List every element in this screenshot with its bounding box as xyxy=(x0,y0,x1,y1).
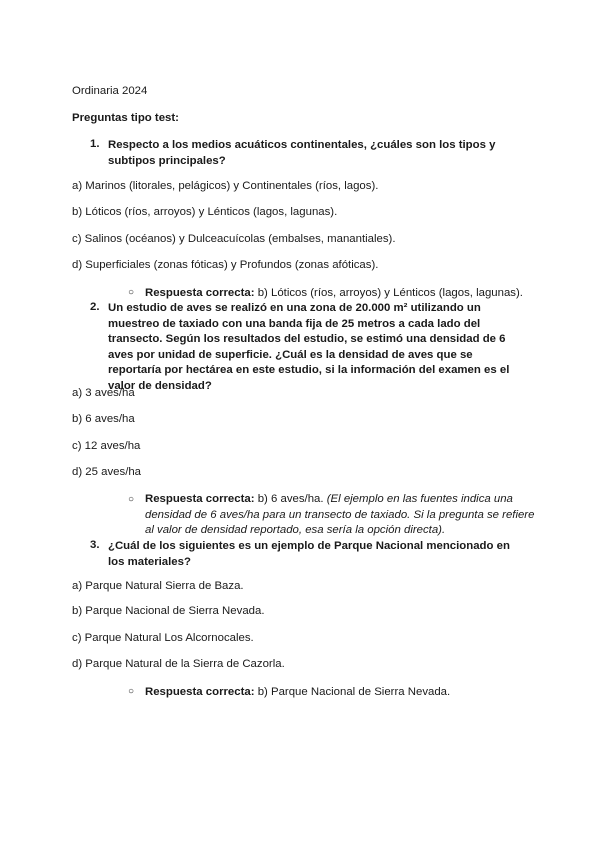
question-number: 3. xyxy=(90,539,100,551)
hollow-bullet-icon: ○ xyxy=(128,686,135,697)
answer-label: Respuesta correcta: xyxy=(145,493,255,505)
option-b: b) 6 aves/ha xyxy=(72,413,135,425)
answer-note: (El ejemplo en las fuentes indica una densidad de 6 aves/ha para un transecto de taxiado. Si la pregunta se refiere al valor de densidad reportado, esa sería la opción directa). xyxy=(145,493,535,536)
hollow-bullet-icon: ○ xyxy=(128,494,135,505)
correct-answer xyxy=(145,492,535,539)
option-d: d) 25 aves/ha xyxy=(72,466,142,478)
answer-text: b) Parque Nacional de Sierra Nevada. xyxy=(257,686,451,698)
option-c: c) Salinos (océanos) y Dulceacuícolas (embalses, manantiales). xyxy=(72,233,396,245)
answer-text: b) Lóticos (ríos, arroyos) y Lénticos (lagos, lagunas). xyxy=(257,287,523,299)
option-d: d) Superficiales (zonas fóticas) y Profundos (zonas afóticas). xyxy=(72,259,379,271)
answer-label: Respuesta correcta: xyxy=(145,686,255,698)
option-b: b) Parque Nacional de Sierra Nevada. xyxy=(72,605,265,617)
answer-text: b) 6 aves/ha. xyxy=(257,493,324,505)
question-text: ¿Cuál de los siguientes es un ejemplo de Parque Nacional mencionado en los materiales? xyxy=(108,540,510,568)
question-text: Un estudio de aves se realizó en una zona de 20.000 m² utilizando un muestreo de taxiado con una banda fija de 25 metros a cada lado del transecto. Según los resultados del estudio, se estimó una densidad de 6 aves por unidad de superficie. ¿Cuál es la densidad de aves que se reportaría por hectárea en este estudio, si la información del examen es el valor de densidad? xyxy=(108,302,510,392)
hollow-bullet-icon: ○ xyxy=(128,287,135,298)
option-c: c) 12 aves/ha xyxy=(72,440,141,452)
option-a: a) 3 aves/ha xyxy=(72,387,135,399)
option-a: a) Parque Natural Sierra de Baza. xyxy=(72,580,244,592)
option-a: a) Marinos (litorales, pelágicos) y Continentales (ríos, lagos). xyxy=(72,180,379,192)
document-header: Ordinaria 2024 xyxy=(72,85,148,97)
answer-label: Respuesta correcta: xyxy=(145,287,255,299)
option-d: d) Parque Natural de la Sierra de Cazorla. xyxy=(72,658,285,670)
correct-answer xyxy=(145,286,535,302)
question-number: 2. xyxy=(90,301,100,313)
question-text: Respecto a los medios acuáticos continentales, ¿cuáles son los tipos y subtipos principales? xyxy=(108,139,496,167)
option-b: b) Lóticos (ríos, arroyos) y Lénticos (lagos, lagunas). xyxy=(72,206,338,218)
correct-answer xyxy=(145,685,535,701)
section-title: Preguntas tipo test: xyxy=(72,112,179,124)
option-c: c) Parque Natural Los Alcornocales. xyxy=(72,632,254,644)
question-number: 1. xyxy=(90,138,100,150)
